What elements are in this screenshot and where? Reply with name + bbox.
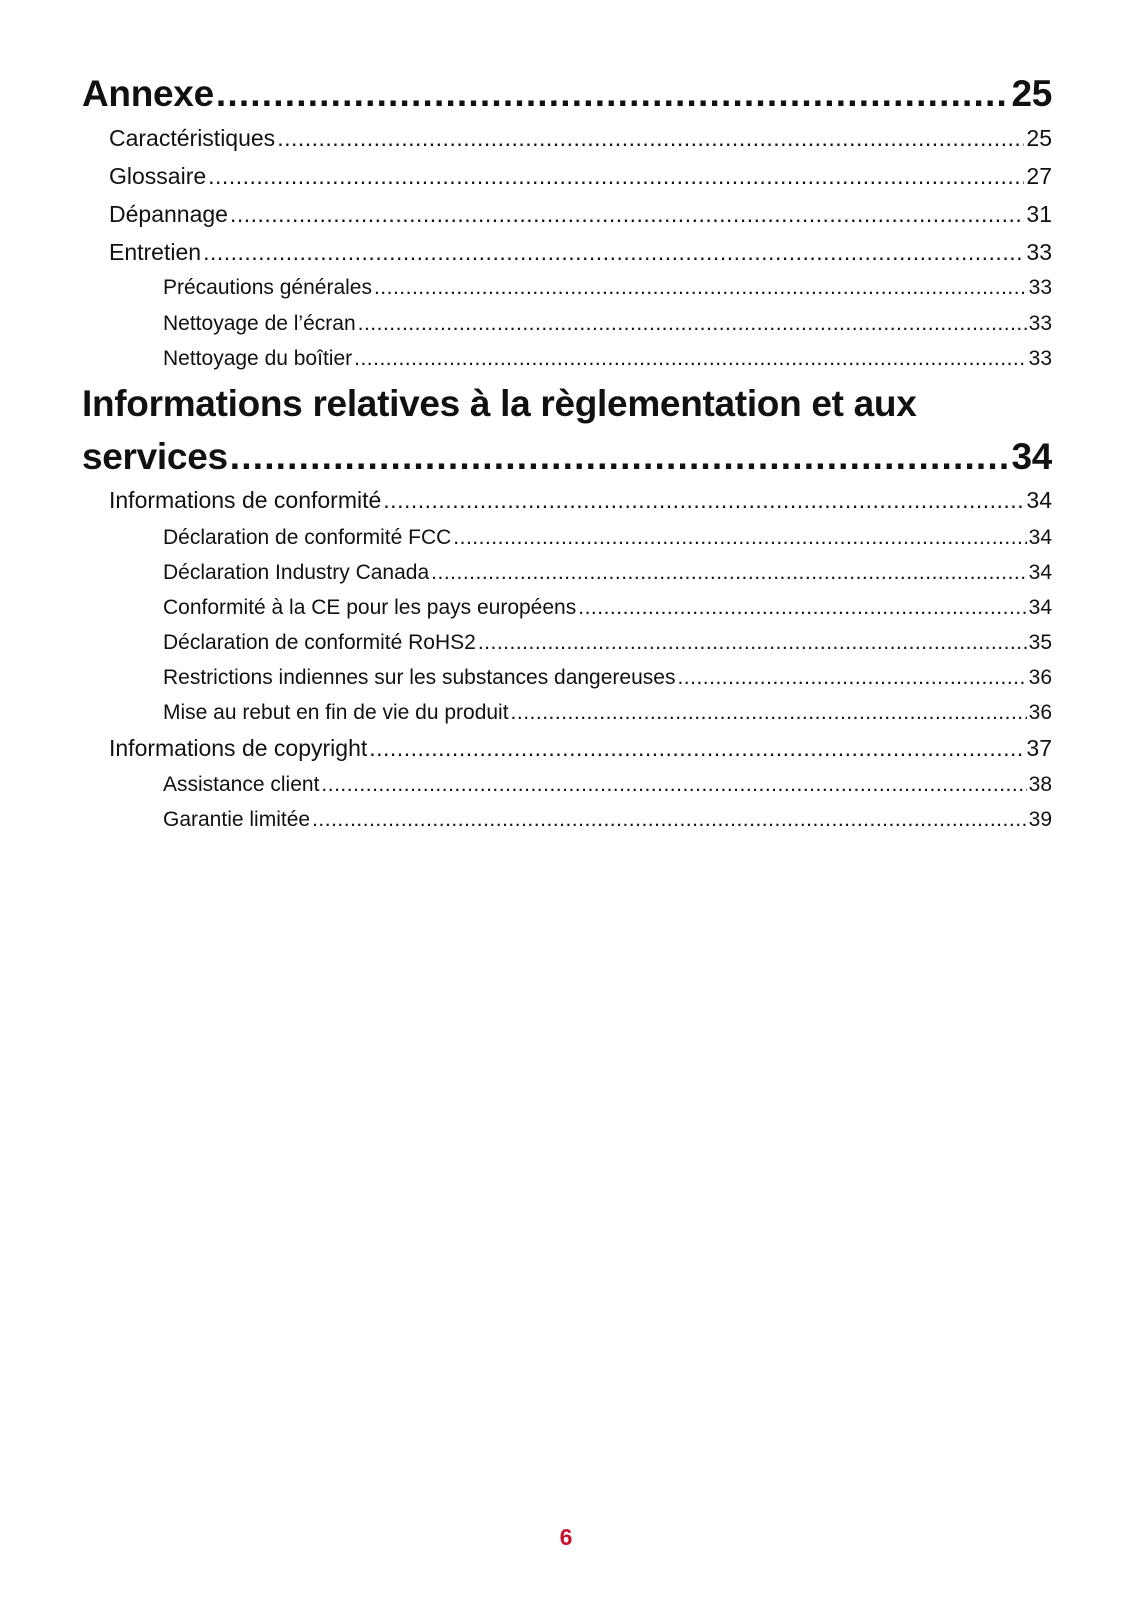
dot-leader	[203, 239, 1024, 266]
toc-entry-page: 33	[1026, 239, 1052, 265]
dot-leader	[431, 561, 1026, 585]
dot-leader	[216, 73, 1010, 115]
toc-entry-glossaire[interactable]	[109, 163, 1052, 190]
dot-leader	[453, 526, 1026, 550]
toc-entry-label: Informations de conformité	[109, 487, 382, 513]
toc-entry-annexe[interactable]	[82, 73, 1052, 115]
dot-leader	[312, 808, 1027, 832]
dot-leader	[578, 596, 1026, 620]
dot-leader	[383, 487, 1024, 514]
toc-entry-page: 36	[1028, 701, 1052, 724]
toc-entry-label: Assistance client	[163, 773, 320, 796]
toc-entry-label: Glossaire	[109, 163, 207, 189]
dot-leader	[321, 773, 1026, 797]
toc-entry-page: 34	[1028, 526, 1052, 549]
toc-entry-page: 34	[1011, 436, 1052, 477]
toc-entry-page: 34	[1028, 596, 1052, 619]
toc-entry-label: Déclaration de conformité RoHS2	[163, 631, 476, 654]
page-number: 6	[559, 1524, 573, 1550]
toc-entry-rohs2[interactable]	[163, 631, 1052, 655]
toc-entry-label: services	[82, 436, 228, 477]
toc-entry-label: Déclaration Industry Canada	[163, 561, 430, 584]
toc-entry-label: Annexe	[82, 73, 214, 114]
toc-entry-label: Précautions générales	[163, 276, 372, 299]
toc-entry-label: Mise au rebut en fin de vie du produit	[163, 701, 509, 724]
toc-entry-conformite[interactable]	[109, 487, 1052, 514]
dot-leader	[511, 701, 1027, 725]
toc-entry-nettoyage-boitier[interactable]	[163, 347, 1052, 371]
toc-entry-label: Conformité à la CE pour les pays européens	[163, 596, 577, 619]
toc-entry-label: Déclaration de conformité FCC	[163, 526, 452, 549]
toc-entry-page: 27	[1026, 163, 1052, 189]
toc-entry-label: Caractéristiques	[109, 125, 276, 151]
toc-entry-label: Nettoyage de l’écran	[163, 312, 356, 335]
toc-entry-garantie[interactable]	[163, 808, 1052, 832]
dot-leader	[374, 276, 1027, 300]
dot-leader	[478, 631, 1027, 655]
toc-entry-label: Nettoyage du boîtier	[163, 347, 353, 370]
toc-entry-label: Dépannage	[109, 201, 228, 227]
toc-entry-fcc[interactable]	[163, 526, 1052, 550]
toc-entry-label: Informations de copyright	[109, 735, 368, 761]
toc-entry-page: 36	[1028, 666, 1052, 689]
dot-leader	[369, 735, 1024, 762]
toc-entry-entretien[interactable]	[109, 239, 1052, 266]
dot-leader	[208, 163, 1024, 190]
dot-leader	[354, 347, 1027, 371]
dot-leader	[677, 666, 1026, 690]
dot-leader	[230, 201, 1024, 228]
toc-entry-copyright[interactable]	[109, 735, 1052, 762]
toc-entry-label: Garantie limitée	[163, 808, 311, 831]
toc-entry-assistance[interactable]	[163, 773, 1052, 797]
toc-entry-page: 35	[1028, 631, 1052, 654]
dot-leader	[358, 312, 1027, 336]
toc-entry-ce[interactable]	[163, 596, 1052, 620]
toc-entry-page: 34	[1028, 561, 1052, 584]
toc-heading-informations-line1[interactable]: Informations relatives à la règlementation et aux	[82, 383, 917, 424]
toc-entry-services[interactable]	[82, 436, 1052, 478]
toc-entry-page: 33	[1028, 276, 1052, 299]
toc-entry-page: 37	[1026, 735, 1052, 761]
toc-entry-page: 31	[1026, 201, 1052, 227]
toc-entry-mise-au-rebut[interactable]	[163, 701, 1052, 725]
toc-entry-depannage[interactable]	[109, 201, 1052, 228]
toc-entry-page: 33	[1028, 312, 1052, 335]
toc-entry-page: 38	[1028, 773, 1052, 796]
toc-entry-label: Entretien	[109, 239, 202, 265]
toc-entry-nettoyage-ecran[interactable]	[163, 312, 1052, 336]
toc-entry-label: Restrictions indiennes sur les substances dangereuses	[163, 666, 676, 689]
toc-entry-page: 34	[1026, 487, 1052, 513]
toc-entry-precautions[interactable]	[163, 276, 1052, 300]
toc-entry-page: 39	[1028, 808, 1052, 831]
toc-entry-page: 33	[1028, 347, 1052, 370]
toc-entry-caracteristiques[interactable]	[109, 125, 1052, 152]
toc-entry-page: 25	[1011, 73, 1052, 114]
toc-entry-restrictions-indiennes[interactable]	[163, 666, 1052, 690]
dot-leader	[230, 436, 1010, 478]
dot-leader	[277, 125, 1024, 152]
toc-entry-industry-canada[interactable]	[163, 561, 1052, 585]
toc-entry-page: 25	[1026, 125, 1052, 151]
